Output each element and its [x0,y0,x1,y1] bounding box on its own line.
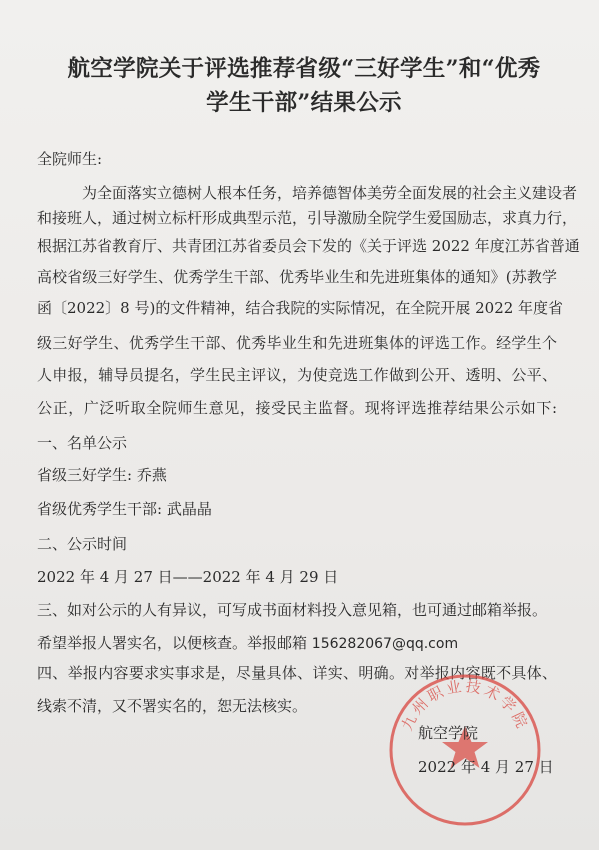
signature-date: 2022 年 4 月 27 日 [418,758,554,776]
body-line: 根据江苏省教育厅、共青团江苏省委员会下发的《关于评选 2022 年度江苏省普通 [37,237,580,255]
body-line: 函〔2022〕8 号)的文件精神，结合我院的实际情况，在全院开展 2022 年度省 [37,299,564,317]
signature-organization: 航空学院 [418,724,479,742]
section-3-line: 三、如对公示的人有异议，可写成书面材料投入意见箱，也可通过邮箱举报。 [37,601,548,619]
body-line: 级三好学生、优秀学生干部、优秀毕业生和先进班集体的评选工作。经学生个 [37,334,557,352]
report-email[interactable]: 156282067@qq.com [311,636,459,652]
body-line: 高校省级三好学生、优秀学生干部、优秀毕业生和先进班集体的通知》(苏教学 [37,268,557,286]
seal-text: 九州职业技术学院 [397,677,533,734]
body-line: 为全面落实立德树人根本任务，培养德智体美劳全面发展的社会主义建设者 [82,184,578,202]
section-heading: 一、名单公示 [37,434,128,452]
award-row-three-good-student [37,464,557,486]
salutation: 全院师生: [37,150,103,168]
award-label: 省级优秀学生干部: [37,500,163,518]
award-row-student-leader [37,498,557,520]
section-3-line [37,632,557,655]
title-line-1: 航空学院关于评选推荐省级“三好学生”和“优秀 [67,56,541,82]
award-name: 武晶晶 [166,500,212,518]
body-line: 人申报，辅导员提名，学生民主评议，为使竞选工作做到公开、透明、公平、 [37,366,557,384]
report-instruction: 希望举报人署实名，以便核查。举报邮箱 [37,634,308,652]
publicity-period: 2022 年 4 月 27 日——2022 年 4 月 29 日 [37,568,339,586]
body-line: 公正，广泛听取全院师生意见，接受民主监督。现将评选推荐结果公示如下: [37,399,557,417]
award-name: 乔燕 [136,466,167,484]
award-label: 省级三好学生: [37,466,133,484]
document-title [24,52,584,120]
title-line-2: 学生干部”结果公示 [206,90,402,116]
section-4-line: 四、举报内容要求实事求是，尽量具体、详实、明确。对举报内容既不具体、 [37,664,557,682]
section-heading: 二、公示时间 [37,535,128,553]
section-4-line: 线索不清，又不署实名的，恕无法核实。 [37,697,308,715]
body-line: 和接班人，通过树立标杆形成典型示范，引导激励全院学生爱国励志，求真力行， [37,209,578,227]
official-seal [385,670,545,830]
